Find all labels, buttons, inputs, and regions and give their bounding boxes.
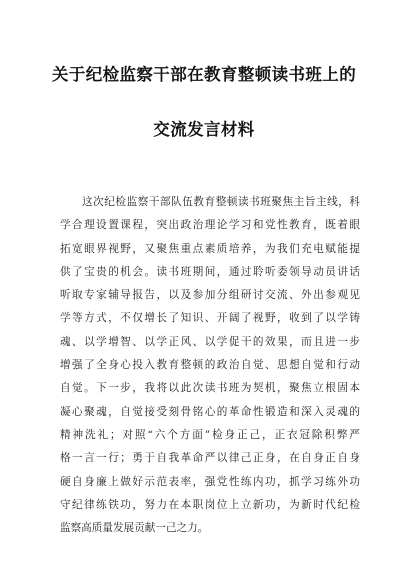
paragraph-line: 硬自身廉上做好示范表率，强党性练内功，抓学习练外功	[60, 475, 360, 488]
paragraph-line: 自觉。下一步，我将以此次读书班为契机，聚焦立根固本	[60, 382, 360, 395]
document-body-paragraph	[60, 191, 360, 540]
paragraph-line: 守纪律练铁功，努力在本职岗位上立新功，为新时代纪检	[60, 498, 360, 511]
paragraph-line: 监察高质量发展贡献一己之力。	[60, 522, 209, 535]
paragraph-line: 学等方式，不仅增长了知识、开阔了视野，收到了以学铸	[60, 312, 360, 325]
paragraph-line: 魂、以学增智、以学正风、以学促干的效果，而且进一步	[60, 335, 360, 348]
paragraph-line: 增强了全身心投入教育整顿的政治自觉、思想自觉和行动	[60, 359, 360, 372]
paragraph-line: 精神洗礼；对照“六个方面”检身正己，正衣冠除积弊严	[60, 428, 360, 441]
paragraph-line: 这次纪检监察干部队伍教育整顿读书班聚焦主旨主线，科	[82, 196, 360, 208]
paragraph-line: 供了宝贵的机会。读书班期间，通过聆听委领导动员讲话	[60, 265, 360, 278]
paragraph-line: 学合理设置课程，突出政治理论学习和党性教育，既着眼	[60, 219, 360, 232]
paragraph-line: 凝心聚魂，自觉接受刻骨铭心的革命性锻造和深入灵魂的	[60, 405, 360, 418]
document-title-line-2: 交流发言材料	[153, 120, 255, 139]
paragraph-line: 拓宽眼界视野，又聚焦重点素质培养，为我们充电赋能提	[60, 242, 360, 255]
document-title-line-1: 关于纪检监察干部在教育整顿读书班上的	[51, 65, 357, 84]
paragraph-line: 听取专家辅导报告，以及参加分组研讨交流、外出参观见	[60, 289, 360, 302]
paragraph-line: 格一言一行；勇于自我革命严以律己正身，在自身正自身	[60, 452, 360, 465]
